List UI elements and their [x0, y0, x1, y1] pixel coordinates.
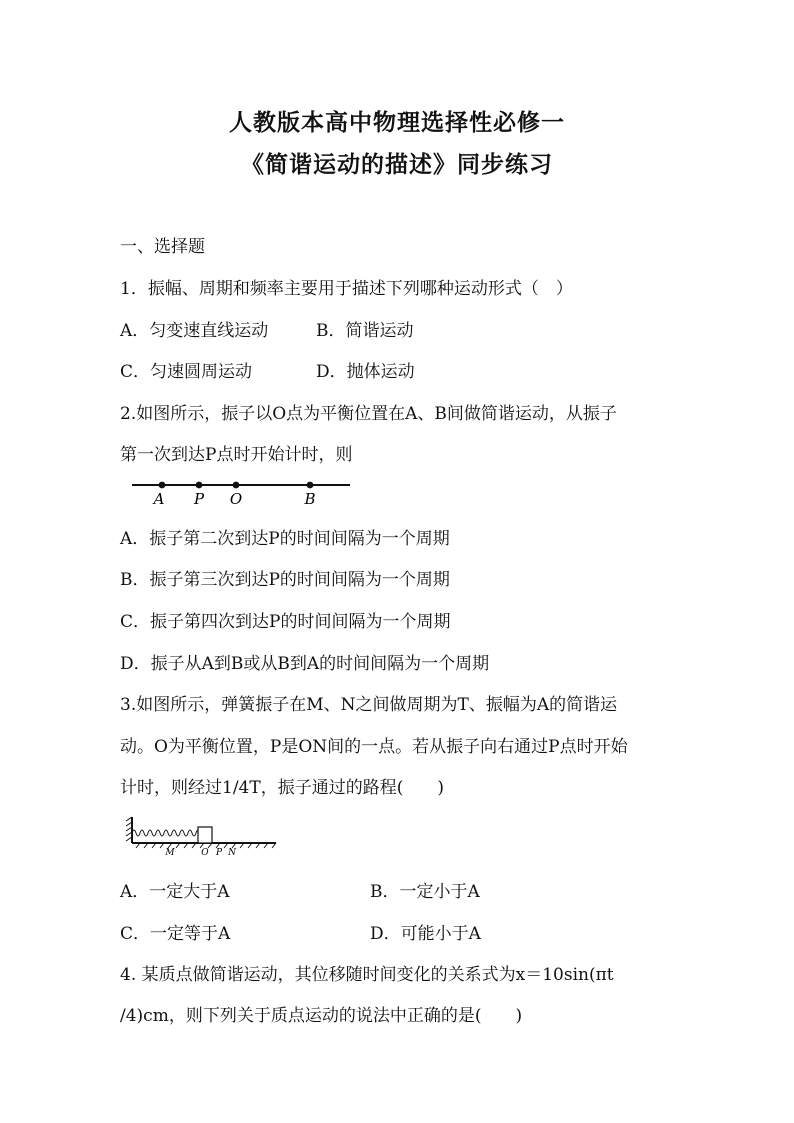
- question-2-stem-line-2: 第一次到达P点时开始计时，则: [120, 445, 353, 465]
- question-4-stem-line-1: 4. 某质点做简谐运动，其位移随时间变化的关系式为x＝10sin(πt: [120, 965, 614, 985]
- question-3-option-b: B．一定小于A: [370, 882, 480, 902]
- point-o: [233, 482, 240, 489]
- question-2-option-c: C．振子第四次到达P的时间间隔为一个周期: [120, 612, 451, 632]
- question-2-figure: [128, 476, 354, 510]
- question-2-stem-line-1: 2.如图所示，振子以O点为平衡位置在A、B间做简谐运动，从振子: [120, 404, 617, 424]
- label-n: N: [228, 848, 236, 857]
- question-3-option-d: D．可能小于A: [370, 924, 481, 944]
- question-2-option-b: B．振子第三次到达P的时间间隔为一个周期: [120, 570, 450, 590]
- point-a: [159, 482, 166, 489]
- question-3-option-a: A．一定大于A: [120, 882, 230, 902]
- point-p: [196, 482, 203, 489]
- label-o: O: [229, 490, 243, 508]
- document-title-line-1: 人教版本高中物理选择性必修一: [229, 109, 565, 136]
- question-3-stem-line-1: 3.如图所示，弹簧振子在M、N之间做周期为T、振幅为A的简谐运: [120, 695, 618, 715]
- question-1-stem: 1．振幅、周期和频率主要用于描述下列哪种运动形式（ ）: [120, 279, 573, 299]
- label-p: P: [215, 848, 223, 857]
- question-2-option-a: A．振子第二次到达P的时间间隔为一个周期: [120, 529, 450, 549]
- question-1-option-b: B．简谐运动: [316, 321, 414, 341]
- question-1-option-c: C．匀速圆周运动: [120, 362, 253, 382]
- label-o: O: [201, 848, 209, 857]
- question-4-stem-line-2: /4)cm，则下列关于质点运动的说法中正确的是( ): [120, 1006, 523, 1026]
- question-3-stem-line-2: 动。O为平衡位置，P是ON间的一点。若从振子向右通过P点时开始: [120, 737, 628, 757]
- question-3-spring-figure: [124, 813, 282, 857]
- question-3-stem-line-3: 计时，则经过1/4T，振子通过的路程( ): [120, 778, 444, 798]
- question-1-option-a: A．匀变速直线运动: [120, 321, 269, 341]
- section-heading: 一、选择题: [120, 237, 205, 257]
- document-title-line-2: 《简谐运动的描述》同步练习: [241, 151, 553, 178]
- question-3-option-c: C．一定等于A: [120, 924, 231, 944]
- label-a: A: [153, 490, 165, 508]
- point-b: [307, 482, 314, 489]
- oscillator-block: [198, 827, 212, 843]
- label-b: B: [304, 490, 316, 508]
- spring: [132, 830, 204, 836]
- question-1-option-d: D．抛体运动: [316, 362, 415, 382]
- question-2-option-d: D．振子从A到B或从B到A的时间间隔为一个周期: [120, 654, 490, 674]
- label-m: M: [165, 848, 175, 857]
- label-p: P: [193, 490, 205, 508]
